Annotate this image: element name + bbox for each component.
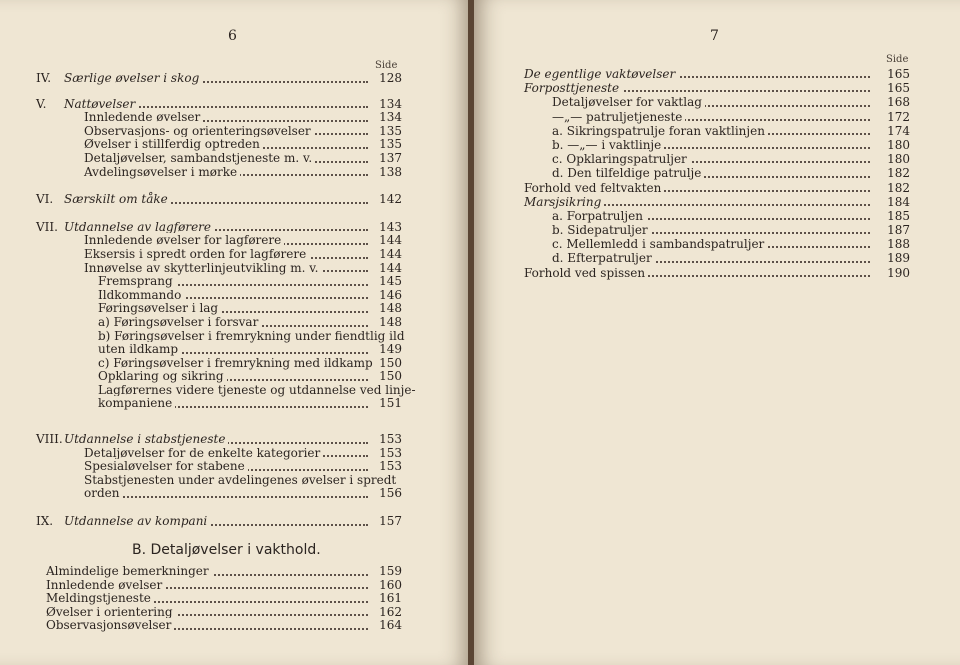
- toc-entry: [36, 343, 402, 357]
- toc-entry: [524, 181, 910, 195]
- toc-entry-page: 188: [887, 237, 910, 252]
- toc-entry: [46, 606, 402, 620]
- toc-entry-title: Fremsprang: [98, 274, 176, 288]
- toc-entry-page: 153: [379, 445, 402, 460]
- toc-entry: [36, 328, 405, 344]
- toc-entry-title: c) Føringsøvelser i fremrykning med ildkamp: [98, 356, 376, 370]
- toc-entry-title: Øvelser i orientering: [46, 605, 176, 619]
- toc-entry: [524, 138, 910, 152]
- left-toc: [36, 71, 416, 529]
- toc-entry-title: orden: [84, 486, 122, 500]
- toc-entry-title: Detaljøvelser for de enkelte kategorier: [84, 446, 323, 460]
- toc-entry-title: Innledende øvelser for lagførere: [84, 233, 284, 247]
- toc-entry-page: 150: [379, 355, 402, 370]
- toc-entry-title: Marsjsikring: [524, 195, 604, 209]
- chapter-number: VII.: [36, 219, 58, 234]
- toc-entry-page: 174: [887, 123, 910, 138]
- toc-entry-page: 145: [379, 274, 402, 289]
- toc-entry-page: 164: [379, 618, 402, 633]
- toc-entry-page: 146: [379, 287, 402, 302]
- toc-entry-page: 180: [887, 152, 910, 167]
- toc-entry: [524, 110, 910, 124]
- toc-entry-page: 185: [887, 208, 910, 223]
- toc-entry-page: 189: [887, 251, 910, 266]
- right-toc: [524, 67, 910, 280]
- chapter-number: V.: [36, 96, 47, 111]
- toc-entry: [36, 262, 402, 276]
- toc-entry: [46, 619, 402, 633]
- toc-entry-page: 143: [379, 219, 402, 234]
- toc-entry-page: 148: [379, 314, 402, 329]
- toc-entry-title: Utdannelse i stabstjeneste: [64, 432, 228, 446]
- toc-entry-page: 162: [379, 604, 402, 619]
- toc-entry: [36, 138, 402, 152]
- chapter-number: VI.: [36, 192, 54, 207]
- toc-entry-title: Lagførernes videre tjeneste og utdannelse ved linje-: [98, 383, 419, 397]
- toc-entry-title: a) Føringsøvelser i forsvar: [98, 315, 261, 329]
- toc-entry-title: b) Føringsøvelser i fremrykning under fiendtlig ild: [98, 329, 408, 343]
- toc-entry-page: 144: [379, 260, 402, 275]
- toc-entry: [524, 223, 910, 237]
- toc-entry-title: c. Mellemledd i sambandspatruljer: [552, 237, 767, 251]
- toc-entry-title: Detaljøvelser, sambandstjeneste m. v.: [84, 151, 315, 165]
- toc-entry-title: b. Sidepatruljer: [552, 223, 651, 237]
- toc-entry: [524, 166, 910, 180]
- toc-entry: [36, 302, 402, 316]
- toc-entry-title: Observasjons- og orienteringsøvelser: [84, 124, 314, 138]
- toc-entry-title: uten ildkamp: [98, 342, 181, 356]
- section-b-title: B. Detaljøvelser i vakthold.: [132, 542, 321, 558]
- toc-entry: [36, 433, 402, 447]
- toc-entry-title: Innøvelse av skytterlinjeutvikling m. v.: [84, 261, 321, 275]
- toc-entry-title: a. Sikringspatrulje foran vaktlinjen: [552, 124, 768, 138]
- toc-entry-title: Observasjonsøvelser: [46, 618, 174, 632]
- toc-entry: [46, 592, 402, 606]
- toc-entry-page: 182: [887, 166, 910, 181]
- toc-entry: [36, 382, 416, 398]
- chapter-number: IV.: [36, 71, 52, 85]
- toc-entry: [524, 237, 910, 251]
- toc-entry-title: Stabstjenesten under avdelingenes øvelser i spredt: [84, 473, 399, 487]
- toc-entry-page: 153: [379, 432, 402, 447]
- toc-entry-page: 157: [379, 514, 402, 529]
- toc-entry-page: 134: [379, 110, 402, 125]
- toc-entry: [36, 474, 402, 488]
- toc-entry: [36, 221, 402, 235]
- toc-entry-title: c. Opklaringspatruljer: [552, 152, 690, 166]
- toc-entry: [46, 579, 402, 593]
- toc-entry-page: 150: [379, 369, 402, 384]
- right-page: [474, 0, 960, 665]
- toc-entry-page: 135: [379, 123, 402, 138]
- left-page: [0, 0, 470, 665]
- chapter-number: IX.: [36, 514, 54, 529]
- toc-entry: [36, 275, 402, 289]
- toc-entry-page: 187: [887, 223, 910, 238]
- toc-entry-page: 180: [887, 137, 910, 152]
- toc-entry-page: 144: [379, 246, 402, 261]
- toc-entry-page: 135: [379, 137, 402, 152]
- side-header-right: Side: [886, 54, 909, 65]
- toc-entry: [36, 357, 402, 371]
- toc-entry-title: Eksersis i spredt orden for lagførere: [84, 247, 309, 261]
- toc-entry-title: Særlige øvelser i skog: [64, 71, 202, 85]
- toc-entry-title: kompaniene: [98, 396, 175, 410]
- toc-entry-title: d. Efterpatruljer: [552, 251, 655, 265]
- toc-entry-page: 168: [887, 95, 910, 110]
- chapter-number: VIII.: [36, 432, 63, 447]
- toc-entry: [524, 251, 910, 265]
- toc-entry: [46, 565, 402, 579]
- toc-entry-title: Særskilt om tåke: [64, 192, 171, 206]
- toc-entry: [36, 370, 402, 384]
- toc-entry: [524, 209, 910, 223]
- toc-entry: [36, 111, 402, 125]
- toc-entry-title: Innledende øvelser: [84, 110, 203, 124]
- toc-entry: [524, 95, 910, 109]
- toc-entry: [524, 266, 910, 280]
- toc-entry: [524, 67, 910, 81]
- toc-entry: [36, 125, 402, 139]
- toc-entry-page: 165: [887, 67, 910, 81]
- toc-entry: [524, 152, 910, 166]
- toc-entry: [36, 487, 402, 501]
- toc-entry-page: 160: [379, 577, 402, 592]
- toc-entry-title: De egentlige vaktøvelser: [524, 67, 678, 81]
- toc-entry-title: b. —„— i vaktlinje: [552, 138, 664, 152]
- toc-entry-page: 184: [887, 194, 910, 209]
- page-number-right: 7: [710, 28, 719, 44]
- toc-entry-page: 190: [887, 265, 910, 280]
- toc-entry-title: Utdannelse av kompani: [64, 514, 210, 528]
- toc-entry-page: 172: [887, 109, 910, 124]
- toc-entry-page: 149: [379, 342, 402, 357]
- side-header-left: Side: [375, 60, 398, 71]
- toc-entry-page: 142: [379, 192, 402, 207]
- toc-entry-title: Spesialøvelser for stabene: [84, 459, 248, 473]
- section-b-toc: [46, 565, 402, 633]
- toc-entry: [36, 72, 402, 86]
- toc-entry-title: Innledende øvelser: [46, 578, 165, 592]
- toc-entry-title: d. Den tilfeldige patrulje: [552, 166, 704, 180]
- toc-entry: [524, 81, 910, 95]
- toc-entry-title: Avdelingsøvelser i mørke: [84, 165, 240, 179]
- toc-entry: [36, 193, 402, 207]
- toc-entry-title: a. Forpatruljen: [552, 209, 646, 223]
- toc-entry-page: 161: [379, 591, 402, 606]
- toc-entry-title: Meldingstjeneste: [46, 591, 154, 605]
- toc-entry-title: Utdannelse av lagførere: [64, 220, 214, 234]
- toc-entry-page: 128: [379, 71, 402, 85]
- page-number-left: 6: [228, 28, 237, 44]
- toc-entry-title: Forhold ved feltvakten: [524, 181, 664, 195]
- toc-entry: [36, 234, 402, 248]
- toc-entry-title: Detaljøvelser for vaktlag: [552, 95, 705, 109]
- toc-entry-title: Ildkommando: [98, 288, 184, 302]
- toc-entry: [36, 460, 402, 474]
- toc-entry-page: 137: [379, 150, 402, 165]
- toc-entry: [36, 248, 402, 262]
- toc-entry-title: Forhold ved spissen: [524, 266, 648, 280]
- toc-entry: [524, 195, 910, 209]
- toc-entry-title: Forposttjeneste: [524, 81, 622, 95]
- toc-entry-title: Føringsøvelser i lag: [98, 301, 221, 315]
- toc-entry-page: 153: [379, 459, 402, 474]
- toc-entry: [524, 124, 910, 138]
- toc-entry-page: 134: [379, 96, 402, 111]
- toc-entry: [36, 447, 402, 461]
- toc-entry: [36, 166, 402, 180]
- toc-entry: [36, 316, 402, 330]
- toc-entry-title: —„— patruljetjeneste: [552, 110, 685, 124]
- toc-entry-title: Opklaring og sikring: [98, 369, 227, 383]
- toc-entry-page: 144: [379, 233, 402, 248]
- toc-entry: [36, 152, 402, 166]
- toc-entry: [36, 515, 402, 529]
- toc-entry-page: 148: [379, 301, 402, 316]
- toc-entry-title: Nattøvelser: [64, 97, 138, 111]
- toc-entry-page: 182: [887, 180, 910, 195]
- toc-entry: [36, 397, 402, 411]
- toc-entry: [36, 289, 402, 303]
- toc-entry-page: 159: [379, 564, 402, 578]
- toc-entry-page: 156: [379, 486, 402, 501]
- toc-entry-page: 165: [887, 81, 910, 96]
- toc-entry-page: 151: [379, 396, 402, 411]
- toc-entry: [36, 98, 402, 112]
- toc-entry-title: Almindelige bemerkninger: [46, 564, 212, 578]
- toc-entry-title: Øvelser i stillferdig optreden: [84, 137, 263, 151]
- toc-entry-page: 138: [379, 164, 402, 179]
